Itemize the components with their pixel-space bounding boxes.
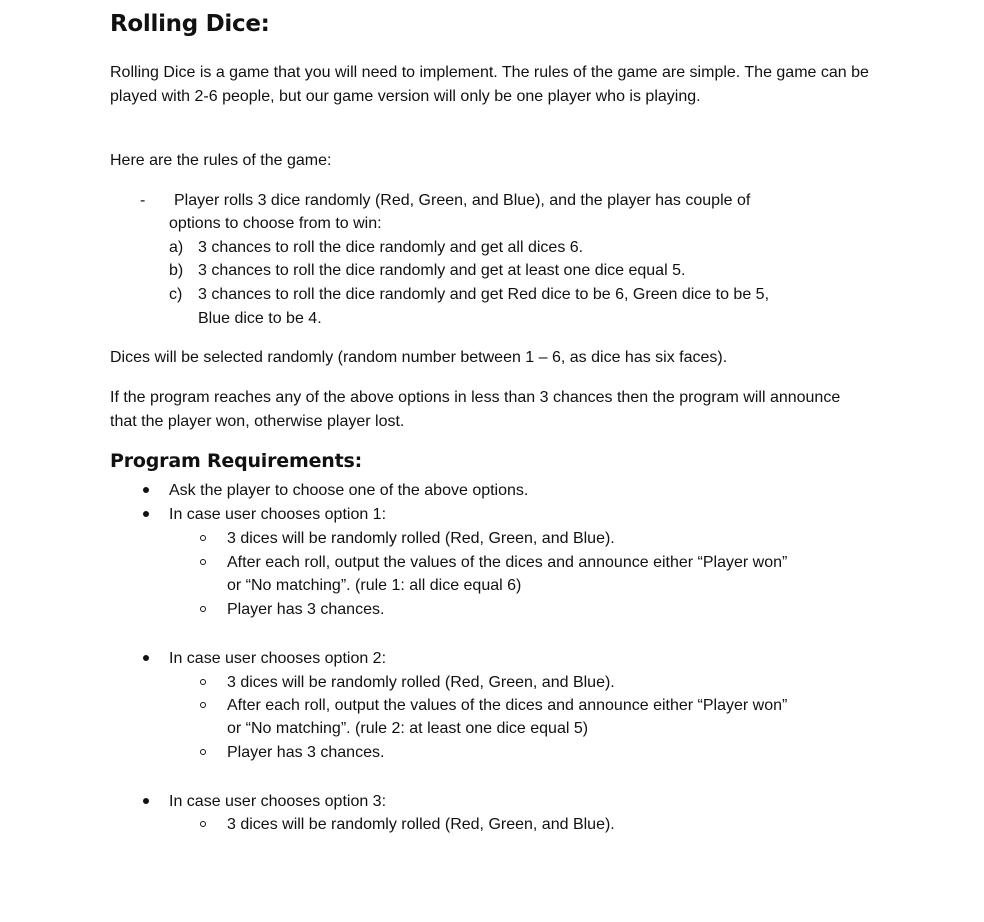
- option-b-text: 3 chances to roll the dice randomly and get at least one dice equal 5.: [198, 262, 686, 279]
- req-opt1-sub2-line1: After each roll, output the values of the dices and announce either “Player won”: [227, 554, 788, 571]
- req-opt2-sub2-line1: After each roll, output the values of the dices and announce either “Player won”: [227, 697, 788, 714]
- rule-item-line2: options to choose from to win:: [169, 215, 382, 232]
- sub-bullet-icon: [200, 679, 206, 685]
- bullet-icon: [143, 655, 149, 661]
- requirements-heading: Program Requirements:: [110, 450, 362, 472]
- req-opt1-sub2-line2: or “No matching”. (rule 1: all dice equal 6): [227, 577, 522, 594]
- rules-heading: Here are the rules of the game:: [110, 152, 332, 169]
- bullet-icon: [143, 798, 149, 804]
- req-opt1-sub3: Player has 3 chances.: [227, 601, 385, 618]
- sub-bullet-icon: [200, 702, 206, 708]
- req-opt3-title: In case user chooses option 3:: [169, 793, 387, 810]
- intro-paragraph: Rolling Dice is a game that you will need to implement. The rules of the game are simple. The game can be played with 2-6 people, but our game version will only be one player who is playing.: [110, 64, 869, 105]
- dash-marker: -: [140, 192, 146, 209]
- sub-bullet-icon: [200, 559, 206, 565]
- option-c-text: 3 chances to roll the dice randomly and get Red dice to be 6, Green dice to be 5,: [198, 286, 770, 303]
- sub-bullet-icon: [200, 821, 206, 827]
- option-b-marker: b): [169, 262, 184, 279]
- bullet-icon: [143, 511, 149, 517]
- bullet-icon: [143, 487, 149, 493]
- req-opt1-sub1: 3 dices will be randomly rolled (Red, Green, and Blue).: [227, 530, 615, 547]
- option-a-marker: a): [169, 239, 184, 256]
- dice-note: Dices will be selected randomly (random number between 1 – 6, as dice has six faces).: [110, 349, 728, 366]
- page-title: Rolling Dice:: [110, 11, 270, 37]
- req-opt2-sub1: 3 dices will be randomly rolled (Red, Green, and Blue).: [227, 674, 615, 691]
- req-opt2-sub3: Player has 3 chances.: [227, 744, 385, 761]
- rule-item-line1: Player rolls 3 dice randomly (Red, Green, and Blue), and the player has couple of: [174, 192, 751, 209]
- req-opt2-sub2-line2: or “No matching”. (rule 2: at least one dice equal 5): [227, 720, 589, 737]
- option-c-marker: c): [169, 286, 183, 303]
- sub-bullet-icon: [200, 606, 206, 612]
- req-opt3-sub1: 3 dices will be randomly rolled (Red, Green, and Blue).: [227, 816, 615, 833]
- sub-bullet-icon: [200, 535, 206, 541]
- win-note: If the program reaches any of the above options in less than 3 chances then the program will announce that the player won, otherwise player lost.: [110, 389, 841, 430]
- option-c-text-cont: Blue dice to be 4.: [198, 310, 322, 327]
- option-a-text: 3 chances to roll the dice randomly and get all dices 6.: [198, 239, 584, 256]
- req-opt1-title: In case user chooses option 1:: [169, 506, 387, 523]
- req-ask: Ask the player to choose one of the above options.: [169, 482, 529, 499]
- sub-bullet-icon: [200, 749, 206, 755]
- req-opt2-title: In case user chooses option 2:: [169, 650, 387, 667]
